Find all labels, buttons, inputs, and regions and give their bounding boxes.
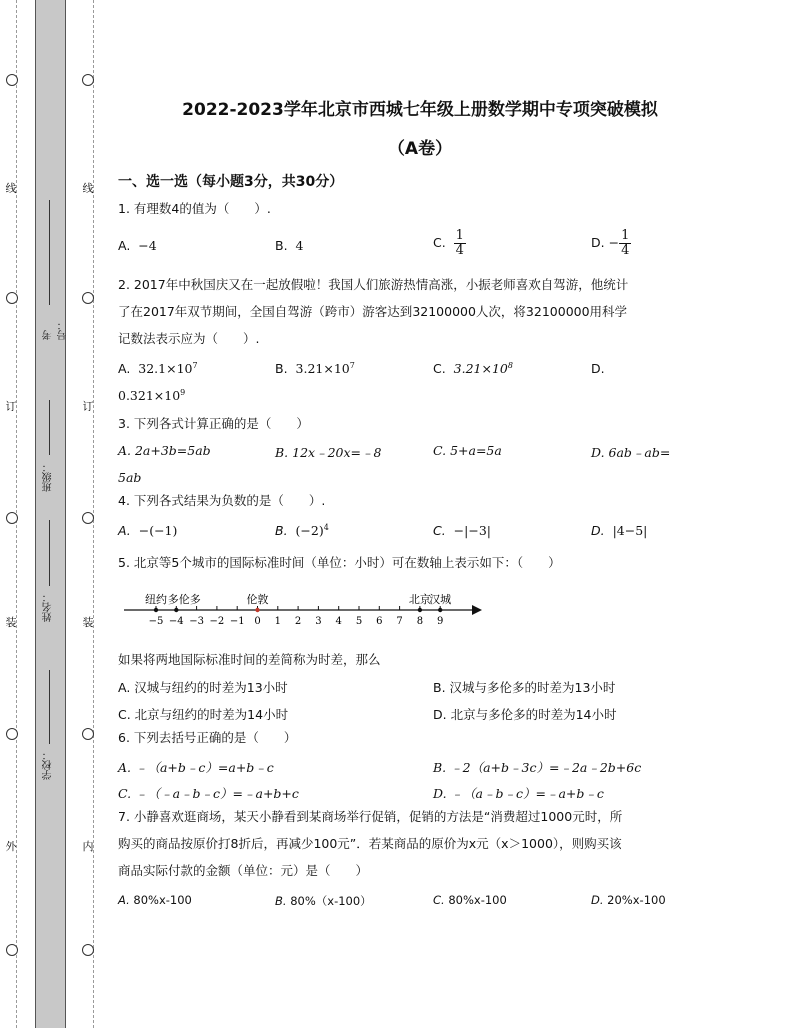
outer-mark-line: 线 (5, 182, 17, 195)
q2-option-d-label[interactable]: D. (591, 361, 605, 376)
tick-label: −2 (209, 616, 225, 627)
binding-hole-icon (82, 292, 94, 304)
q7-stem-line2: 购买的商品按原价打8折后，再减少100元”．若某商品的原价为x元（x＞1000），则购买该 (118, 836, 622, 851)
city-point (418, 608, 422, 612)
binding-hole-icon (6, 292, 18, 304)
binding-hole-icon (6, 944, 18, 956)
q5-option-c[interactable]: C. 北京与纽约的时差为14小时 (118, 707, 289, 722)
tick-label: 1 (274, 616, 281, 627)
q2-option-d-value[interactable]: $0.321\times 10^9$ (118, 388, 186, 404)
binding-hole-icon (82, 944, 94, 956)
q7-stem-line3: 商品实际付款的金额（单位：元）是（ ） (118, 863, 369, 878)
class-field[interactable] (38, 400, 60, 500)
q7-option-a[interactable]: A. 80%x-100 (118, 893, 192, 907)
q1-option-d[interactable]: D. − $\frac{1}{4}$ (591, 228, 630, 258)
page-title: 2022-2023学年北京市西城七年级上册数学期中专项突破模拟 (182, 100, 658, 120)
outer-mark-outside: 外 (5, 840, 17, 853)
page-subtitle: （A卷） (387, 139, 453, 159)
q6-option-b[interactable]: B. ﹣2（a+b﹣3c）=﹣2a﹣2b+6c (433, 760, 642, 775)
q7-option-c[interactable]: C. 80%x-100 (433, 893, 507, 907)
city-point (174, 608, 178, 612)
tick-label: 0 (254, 616, 261, 627)
q2-stem-line1: 2. 2017年中秋国庆又在一起放假啦！我国人们旅游热情高涨，小振老师喜欢自驾游，他统计 (118, 277, 629, 292)
binding-strip (35, 0, 66, 1028)
tick-label: 3 (315, 616, 322, 627)
q4-option-b[interactable]: B. $(-2)^4$ (275, 523, 329, 539)
q6-option-a[interactable]: A. ﹣（a+b﹣c）=a+b﹣c (118, 760, 274, 775)
class-label: 班级： (43, 462, 54, 492)
school-field[interactable] (38, 670, 60, 790)
q1-option-a[interactable]: A. −4 (118, 238, 157, 253)
arrow-icon (472, 605, 482, 615)
q1-stem: 1. 有理数4的值为（ ）. (118, 201, 271, 216)
q3-option-d-line1[interactable]: D. 6ab﹣ab= (591, 445, 671, 460)
q4-stem: 4. 下列各式结果为负数的是（ ）. (118, 493, 326, 508)
q6-stem: 6. 下列去括号正确的是（ ） (118, 730, 297, 745)
q6-option-c[interactable]: C. ﹣（﹣a﹣b﹣c）=﹣a+b+c (118, 786, 299, 801)
q3-option-a[interactable]: A. 2a+3b=5ab (118, 443, 211, 458)
q1-option-c[interactable]: C. $\frac{1}{4}$ (433, 228, 464, 258)
binding-hole-icon (82, 728, 94, 740)
q3-option-d-line2[interactable]: 5ab (118, 470, 142, 485)
exam-number-label: 考号： (43, 320, 69, 340)
city-point (154, 608, 158, 612)
q4-option-a[interactable]: A. −(−1) (118, 523, 178, 538)
tick-label: −5 (148, 616, 164, 627)
q5-follow-text: 如果将两地国际标准时间的差简称为时差，那么 (118, 652, 381, 667)
q5-option-d[interactable]: D. 北京与多伦多的时差为14小时 (433, 707, 617, 722)
inner-mark-inside: 内 (82, 840, 94, 853)
name-label: 姓名： (43, 592, 54, 622)
q2-stem-line2: 了在2017年双节期间，全国自驾游（跨市）游客达到32100000人次，将32100000用科学 (118, 304, 628, 319)
tick-label: 2 (294, 616, 302, 627)
city-label: 多伦多 (167, 593, 201, 606)
binding-hole-icon (82, 512, 94, 524)
inner-mark-line: 线 (82, 182, 94, 195)
city-label: 汉城 (429, 593, 452, 606)
city-point (255, 608, 259, 612)
q2-option-b[interactable]: B. $3.21\times 10^7$ (275, 361, 355, 377)
binding-hole-icon (82, 74, 94, 86)
section-heading: 一、选一选（每小题3分，共30分） (118, 174, 344, 190)
q3-stem: 3. 下列各式计算正确的是（ ） (118, 416, 309, 431)
exam-number-line (49, 200, 50, 305)
tick-label: −1 (229, 616, 245, 627)
q3-option-b[interactable]: B. 12x﹣20x=﹣8 (275, 445, 382, 460)
number-line-diagram (120, 588, 490, 633)
class-line (49, 400, 50, 455)
city-label: 北京 (408, 593, 431, 606)
q5-option-b[interactable]: B. 汉城与多伦多的时差为13小时 (433, 680, 616, 695)
city-label: 纽约 (145, 593, 167, 606)
school-label: 学校： (43, 750, 54, 780)
inner-mark-bind: 订 (82, 400, 94, 413)
binding-hole-icon (6, 728, 18, 740)
binding-hole-icon (6, 512, 18, 524)
outer-mark-bind: 订 (5, 400, 17, 413)
binding-hole-icon (6, 74, 18, 86)
tick-label: 8 (416, 616, 424, 627)
q5-stem: 5. 北京等5个城市的国际标准时间（单位：小时）可在数轴上表示如下：（ ） (118, 555, 561, 570)
q2-option-c[interactable]: C. $3.21\times 10^8$ (433, 361, 513, 377)
tick-label: −4 (168, 616, 184, 627)
outer-mark-staple: 装 (5, 616, 17, 629)
q6-option-d[interactable]: D. ﹣（a﹣b﹣c）=﹣a+b﹣c (433, 786, 604, 801)
q2-stem-line3: 记数法表示应为（ ）. (118, 331, 260, 346)
city-point (438, 608, 442, 612)
exam-number-field[interactable] (38, 200, 69, 340)
school-line (49, 670, 50, 744)
inner-mark-staple: 装 (82, 616, 94, 629)
q4-option-c[interactable]: C. −|−3| (433, 523, 491, 538)
q2-option-a[interactable]: A. $32.1\times 10^7$ (118, 361, 198, 377)
tick-label: −3 (189, 616, 204, 627)
q7-option-b[interactable]: B. 80%（x-100） (275, 894, 372, 908)
q5-option-a[interactable]: A. 汉城与纽约的时差为13小时 (118, 680, 288, 695)
tick-label: 9 (437, 616, 444, 627)
name-field[interactable] (38, 520, 60, 630)
q7-stem-line1: 7. 小静喜欢逛商场，某天小静看到某商场举行促销，促销的方法是“消费超过1000元时，所 (118, 809, 623, 824)
tick-label: 5 (355, 616, 363, 627)
tick-label: 4 (335, 616, 342, 627)
q3-option-c[interactable]: C. 5+a=5a (433, 443, 502, 458)
q4-option-d[interactable]: D. |4−5| (591, 523, 648, 538)
city-label: 伦敦 (246, 593, 269, 606)
q7-option-d[interactable]: D. 20%x-100 (591, 893, 666, 907)
tick-label: 6 (376, 616, 383, 627)
name-line (49, 520, 50, 586)
tick-label: 7 (396, 616, 403, 627)
q1-option-b[interactable]: B. 4 (275, 238, 304, 253)
